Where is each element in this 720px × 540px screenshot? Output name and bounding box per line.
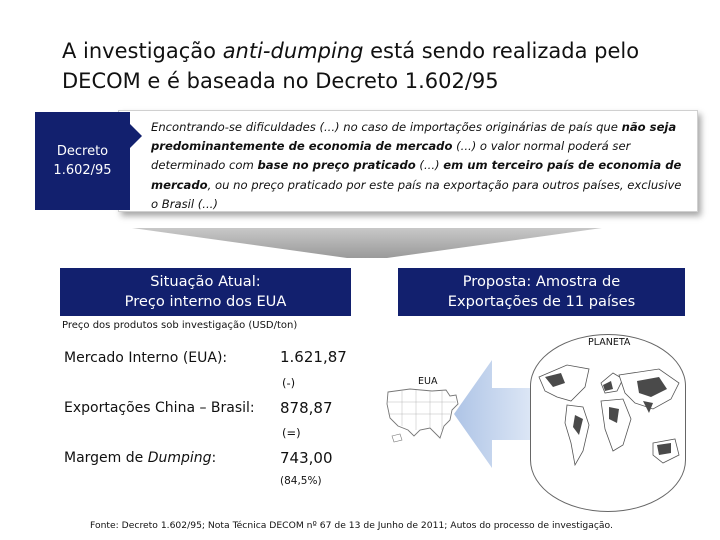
down-arrow-icon [132,228,602,258]
quote-bold-2: base no preço praticado [257,158,416,173]
margin-label-text: Margem de [64,450,148,466]
usa-map-icon [384,386,462,446]
quote-bold-3: em um terceiro país de economia de mercado [151,158,682,192]
title-line2: DECOM e é baseada no Decreto 1.602/95 [62,69,499,93]
minus-operator: (-) [282,376,296,390]
equals-operator: (=) [282,426,301,440]
title-part2: está sendo realizada pelo [363,39,640,63]
decree-label-box [35,112,130,210]
decree-quote-box [118,110,698,212]
title-part1: A investigação [62,39,223,63]
world-map-frame [530,334,686,512]
source-note: Fonte: Decreto 1.602/95; Nota Técnica DECOM nº 67 de 13 de Junho de 2011; Autos do processo de investigação. [90,520,613,531]
title-italic: anti-dumping [222,39,364,63]
current-situation-header [60,268,351,316]
internal-market-label: Mercado Interno (EUA): [64,350,228,366]
planet-label: PLANETA [588,337,631,348]
china-brazil-exports-value: 878,87 [280,399,333,417]
slide-title [62,36,702,96]
internal-market-value: 1.621,87 [280,348,347,366]
world-map-icon [531,335,686,512]
margin-label-colon: : [211,450,217,466]
dumping-margin-percent: (84,5%) [280,475,322,487]
left-header-line2: Preço interno dos EUA [124,293,287,310]
dumping-margin-value: 743,00 [280,449,333,467]
quote-text-4: , ou no preço praticado por este país na exportação para outros países, exclusive o Brasil (...) [151,177,682,211]
quote-text-1: Encontrando-se dificuldades (...) no caso de importações originárias de país que [151,120,622,134]
usa-label: EUA [418,376,438,387]
dumping-margin-label [64,450,216,466]
decree-line1: Decreto [56,144,109,159]
decree-pointer-arrow [128,122,142,150]
decree-line2: 1.602/95 [53,163,112,178]
left-header-line1: Situação Atual: [150,273,261,290]
price-caption: Preço dos produtos sob investigação (USD/ton) [62,320,298,331]
margin-label-italic: Dumping [147,450,212,466]
quote-bold-1: não seja predominantemente de economia de mercado [151,120,677,154]
quote-text-3: (...) [415,158,444,173]
right-header-line2: Exportações de 11 países [447,293,636,310]
china-brazil-exports-label: Exportações China – Brasil: [64,400,255,416]
quote-text-2: (...) o valor normal poderá ser determinado com [151,139,631,173]
proposal-header [398,268,685,316]
right-header-line1: Proposta: Amostra de [462,273,621,290]
